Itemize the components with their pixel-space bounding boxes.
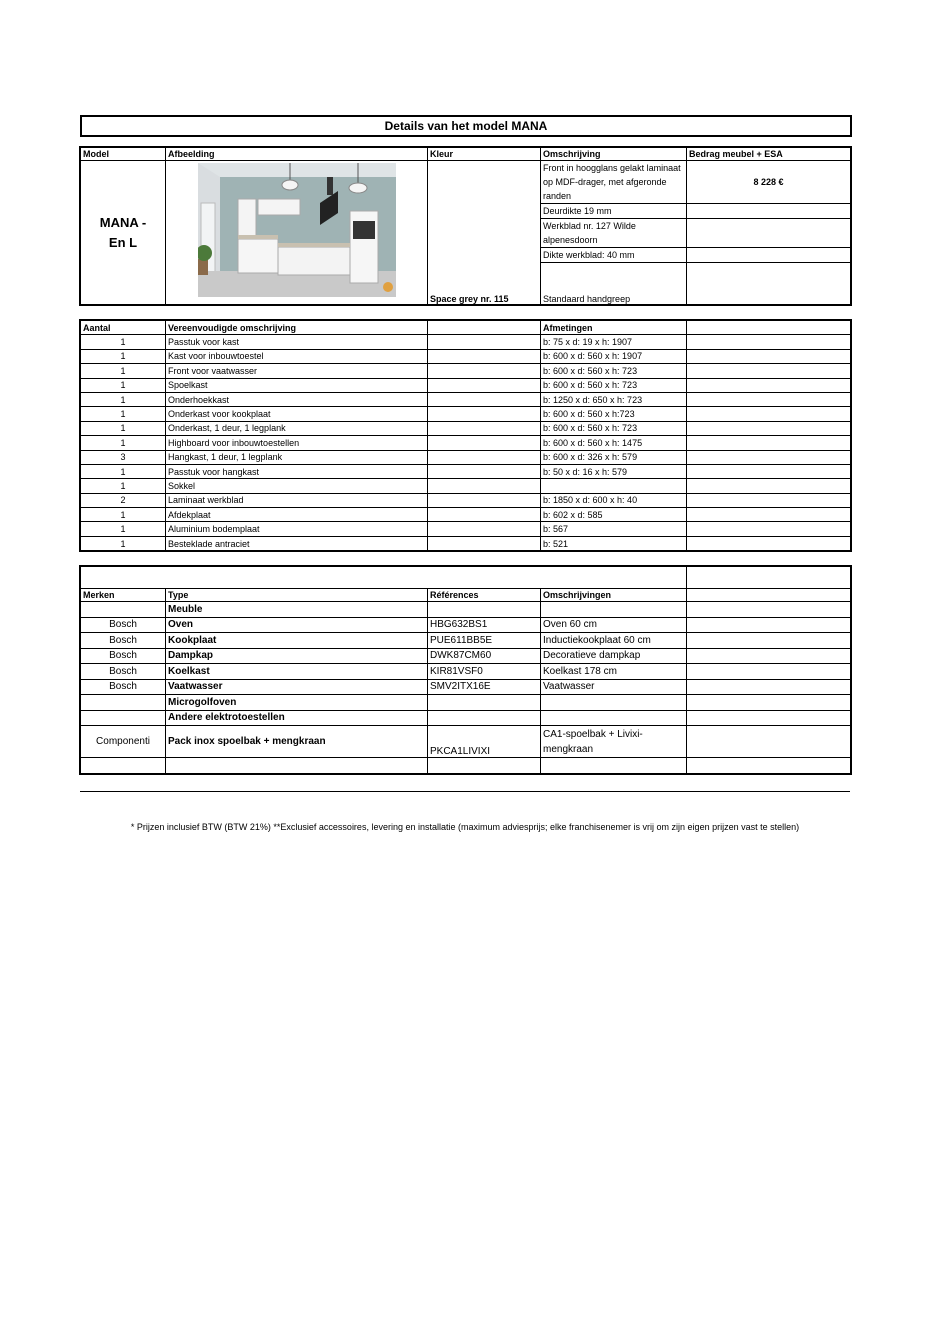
empty-cell: [687, 493, 851, 507]
item-description: Passtuk voor kast: [166, 335, 428, 349]
component-row: [81, 726, 851, 758]
item-description: Kast voor inbouwtoestel: [166, 349, 428, 363]
item-description: Passtuk voor hangkast: [166, 464, 428, 478]
item-row: [81, 450, 851, 464]
appliance-description: Vaatwasser: [541, 679, 687, 695]
appliance-reference: KIR81VSF0: [428, 664, 541, 680]
appliance-row: [81, 633, 851, 649]
appliance-description: Oven 60 cm: [541, 617, 687, 633]
header-model: Model: [81, 148, 166, 161]
item-dimensions: b: 50 x d: 16 x h: 579: [541, 464, 687, 478]
item-quantity: 1: [81, 522, 166, 536]
header-image: Afbeelding: [166, 148, 428, 161]
item-row: [81, 479, 851, 493]
appliance-description: [541, 710, 687, 726]
header-type: Type: [166, 589, 428, 602]
empty-cell: [687, 421, 851, 435]
component-description-line1: CA1-spoelbak + Livixi-: [543, 728, 643, 740]
item-description: Laminaat werkblad: [166, 493, 428, 507]
empty-cell: [687, 633, 851, 649]
item-row: [81, 436, 851, 450]
empty-cell: [428, 392, 541, 406]
appliance-row: [81, 664, 851, 680]
empty-cell: [687, 450, 851, 464]
item-description: Aluminium bodemplaat: [166, 522, 428, 536]
appliance-row: [81, 602, 851, 618]
item-row: [81, 508, 851, 522]
empty-cell: [428, 536, 541, 550]
description-handle: Standaard handgreep: [541, 263, 687, 305]
model-name-cell: [81, 161, 166, 305]
appliance-description: [541, 602, 687, 618]
item-quantity: 2: [81, 493, 166, 507]
item-dimensions: b: 600 x d: 560 x h: 1475: [541, 436, 687, 450]
empty-cell: [687, 508, 851, 522]
empty-cell: [687, 758, 851, 774]
empty-cell: [428, 508, 541, 522]
table-header-row: [81, 321, 851, 335]
empty-cell: [687, 464, 851, 478]
item-description: Front voor vaatwasser: [166, 364, 428, 378]
appliances-table: [80, 566, 851, 774]
empty-cell: [687, 617, 851, 633]
item-quantity: 1: [81, 464, 166, 478]
appliance-reference: HBG632BS1: [428, 617, 541, 633]
item-dimensions: b: 600 x d: 560 x h: 723: [541, 421, 687, 435]
items-table: [80, 320, 851, 551]
item-quantity: 1: [81, 407, 166, 421]
document-title: Details van het model MANA: [80, 115, 852, 137]
empty-cell: [687, 479, 851, 493]
appliance-brand: [81, 710, 166, 726]
empty-cell: [687, 392, 851, 406]
appliance-brand: [81, 602, 166, 618]
empty-cell: [687, 710, 851, 726]
table-header-row: [81, 589, 851, 602]
appliance-type: Microgolfoven: [166, 695, 428, 711]
item-description: Onderkast voor kookplaat: [166, 407, 428, 421]
appliance-description: Decoratieve dampkap: [541, 648, 687, 664]
appliance-row: [81, 648, 851, 664]
item-quantity: 1: [81, 479, 166, 493]
header-references: Références: [428, 589, 541, 602]
item-quantity: 3: [81, 450, 166, 464]
appliance-brand: Bosch: [81, 648, 166, 664]
item-dimensions: b: 600 x d: 560 x h: 1907: [541, 349, 687, 363]
item-quantity: 1: [81, 536, 166, 550]
empty-cell: [428, 464, 541, 478]
description-worktop-thickness: Dikte werkblad: 40 mm: [541, 248, 687, 263]
empty-cell: [687, 567, 851, 589]
empty-cell: [428, 522, 541, 536]
appliance-row: [81, 695, 851, 711]
empty-cell: [428, 450, 541, 464]
item-quantity: 1: [81, 364, 166, 378]
item-row: [81, 464, 851, 478]
item-description: Besteklade antraciet: [166, 536, 428, 550]
appliance-description: [541, 695, 687, 711]
item-quantity: 1: [81, 508, 166, 522]
header-simplified-description: Vereenvoudigde omschrijving: [166, 321, 428, 335]
empty-cell: [428, 758, 541, 774]
item-description: Highboard voor inbouwtoestellen: [166, 436, 428, 450]
item-row: [81, 522, 851, 536]
item-dimensions: [541, 479, 687, 493]
item-dimensions: b: 600 x d: 560 x h:723: [541, 407, 687, 421]
header-color: Kleur: [428, 148, 541, 161]
empty-cell: [166, 758, 428, 774]
appliance-brand: Bosch: [81, 617, 166, 633]
footnote: * Prijzen inclusief BTW (BTW 21%) **Exclusief accessoires, levering en installatie (maximum adviesprijs; elke franchisenemer is vrij om zijn eigen prijzen vast te stellen): [130, 822, 800, 832]
item-quantity: 1: [81, 378, 166, 392]
item-description: Spoelkast: [166, 378, 428, 392]
header-dimensions: Afmetingen: [541, 321, 687, 335]
appliance-reference: DWK87CM60: [428, 648, 541, 664]
item-dimensions: b: 600 x d: 326 x h: 579: [541, 450, 687, 464]
empty-cell: [687, 263, 851, 305]
appliance-type: Dampkap: [166, 648, 428, 664]
empty-cell: [687, 364, 851, 378]
component-reference: PKCA1LIVIXI: [428, 726, 541, 758]
item-quantity: 1: [81, 335, 166, 349]
price-value: 8 228 €: [687, 161, 851, 204]
empty-cell: [428, 335, 541, 349]
item-dimensions: b: 600 x d: 560 x h: 723: [541, 364, 687, 378]
component-brand: Componenti: [81, 726, 166, 758]
empty-cell: [428, 364, 541, 378]
model-name-line2: En L: [108, 234, 138, 250]
item-dimensions: b: 521: [541, 536, 687, 550]
kitchen-image: [198, 163, 396, 297]
item-description: Sokkel: [166, 479, 428, 493]
header-description: Omschrijving: [541, 148, 687, 161]
empty-cell: [687, 407, 851, 421]
item-row: [81, 349, 851, 363]
empty-cell: [428, 493, 541, 507]
empty-banner-cell: [81, 567, 687, 589]
appliance-row: [81, 710, 851, 726]
appliance-type: Meuble: [166, 602, 428, 618]
header-price: Bedrag meubel + ESA: [687, 148, 851, 161]
header-brand: Merken: [81, 589, 166, 602]
component-type: Pack inox spoelbak + mengkraan: [166, 726, 428, 758]
item-dimensions: b: 75 x d: 19 x h: 1907: [541, 335, 687, 349]
appliance-brand: Bosch: [81, 664, 166, 680]
header-empty: [428, 321, 541, 335]
empty-cell: [428, 378, 541, 392]
model-name-line1: MANA -: [99, 214, 147, 230]
appliance-type: Vaatwasser: [166, 679, 428, 695]
empty-cell: [428, 349, 541, 363]
header-descriptions: Omschrijvingen: [541, 589, 687, 602]
description-front: Front in hoogglans gelakt laminaat op MDF-drager, met afgeronde randen: [541, 161, 687, 204]
appliance-reference: PUE611BB5E: [428, 633, 541, 649]
empty-cell: [541, 758, 687, 774]
empty-cell: [687, 204, 851, 219]
empty-cell: [687, 349, 851, 363]
item-dimensions: b: 600 x d: 560 x h: 723: [541, 378, 687, 392]
empty-cell: [687, 436, 851, 450]
divider-line: [80, 791, 850, 792]
empty-cell: [687, 522, 851, 536]
empty-cell: [687, 248, 851, 263]
empty-cell: [687, 679, 851, 695]
empty-cell: [687, 602, 851, 618]
item-row: [81, 335, 851, 349]
item-row: [81, 493, 851, 507]
item-row: [81, 536, 851, 550]
item-dimensions: b: 567: [541, 522, 687, 536]
item-row: [81, 364, 851, 378]
appliance-reference: [428, 710, 541, 726]
color-cell: Space grey nr. 115: [428, 161, 541, 305]
appliance-row: [81, 617, 851, 633]
empty-cell: [428, 421, 541, 435]
model-details-table: [80, 147, 851, 305]
item-dimensions: b: 1250 x d: 650 x h: 723: [541, 392, 687, 406]
header-empty: [687, 589, 851, 602]
item-description: Hangkast, 1 deur, 1 legplank: [166, 450, 428, 464]
empty-cell: [428, 407, 541, 421]
appliance-type: Andere elektrotoestellen: [166, 710, 428, 726]
item-quantity: 1: [81, 349, 166, 363]
header-quantity: Aantal: [81, 321, 166, 335]
header-empty: [687, 321, 851, 335]
description-door-thickness: Deurdikte 19 mm: [541, 204, 687, 219]
item-description: Afdekplaat: [166, 508, 428, 522]
component-description-line2: mengkraan: [543, 743, 594, 755]
appliance-description: Inductiekookplaat 60 cm: [541, 633, 687, 649]
item-row: [81, 421, 851, 435]
appliance-description: Koelkast 178 cm: [541, 664, 687, 680]
empty-cell: [687, 664, 851, 680]
appliance-type: Oven: [166, 617, 428, 633]
appliance-reference: [428, 695, 541, 711]
item-description: Onderkast, 1 deur, 1 legplank: [166, 421, 428, 435]
appliance-row: [81, 679, 851, 695]
description-worktop: Werkblad nr. 127 Wilde alpenesdoorn: [541, 219, 687, 248]
empty-cell: [687, 726, 851, 758]
empty-cell: [428, 436, 541, 450]
empty-cell: [687, 648, 851, 664]
item-row: [81, 378, 851, 392]
item-quantity: 1: [81, 392, 166, 406]
empty-cell: [81, 758, 166, 774]
empty-cell: [428, 479, 541, 493]
item-quantity: 1: [81, 436, 166, 450]
appliance-type: Kookplaat: [166, 633, 428, 649]
appliance-brand: Bosch: [81, 679, 166, 695]
appliance-reference: [428, 602, 541, 618]
appliance-brand: [81, 695, 166, 711]
empty-cell: [687, 335, 851, 349]
empty-cell: [687, 536, 851, 550]
empty-cell: [687, 378, 851, 392]
appliance-reference: SMV2ITX16E: [428, 679, 541, 695]
appliance-brand: Bosch: [81, 633, 166, 649]
appliance-type: Koelkast: [166, 664, 428, 680]
table-header-row: [81, 148, 851, 161]
image-cell: [166, 161, 428, 305]
item-row: [81, 407, 851, 421]
item-quantity: 1: [81, 421, 166, 435]
empty-cell: [687, 219, 851, 248]
item-description: Onderhoekkast: [166, 392, 428, 406]
component-description: [541, 726, 687, 758]
item-dimensions: b: 602 x d: 585: [541, 508, 687, 522]
item-row: [81, 392, 851, 406]
item-dimensions: b: 1850 x d: 600 x h: 40: [541, 493, 687, 507]
empty-cell: [687, 695, 851, 711]
